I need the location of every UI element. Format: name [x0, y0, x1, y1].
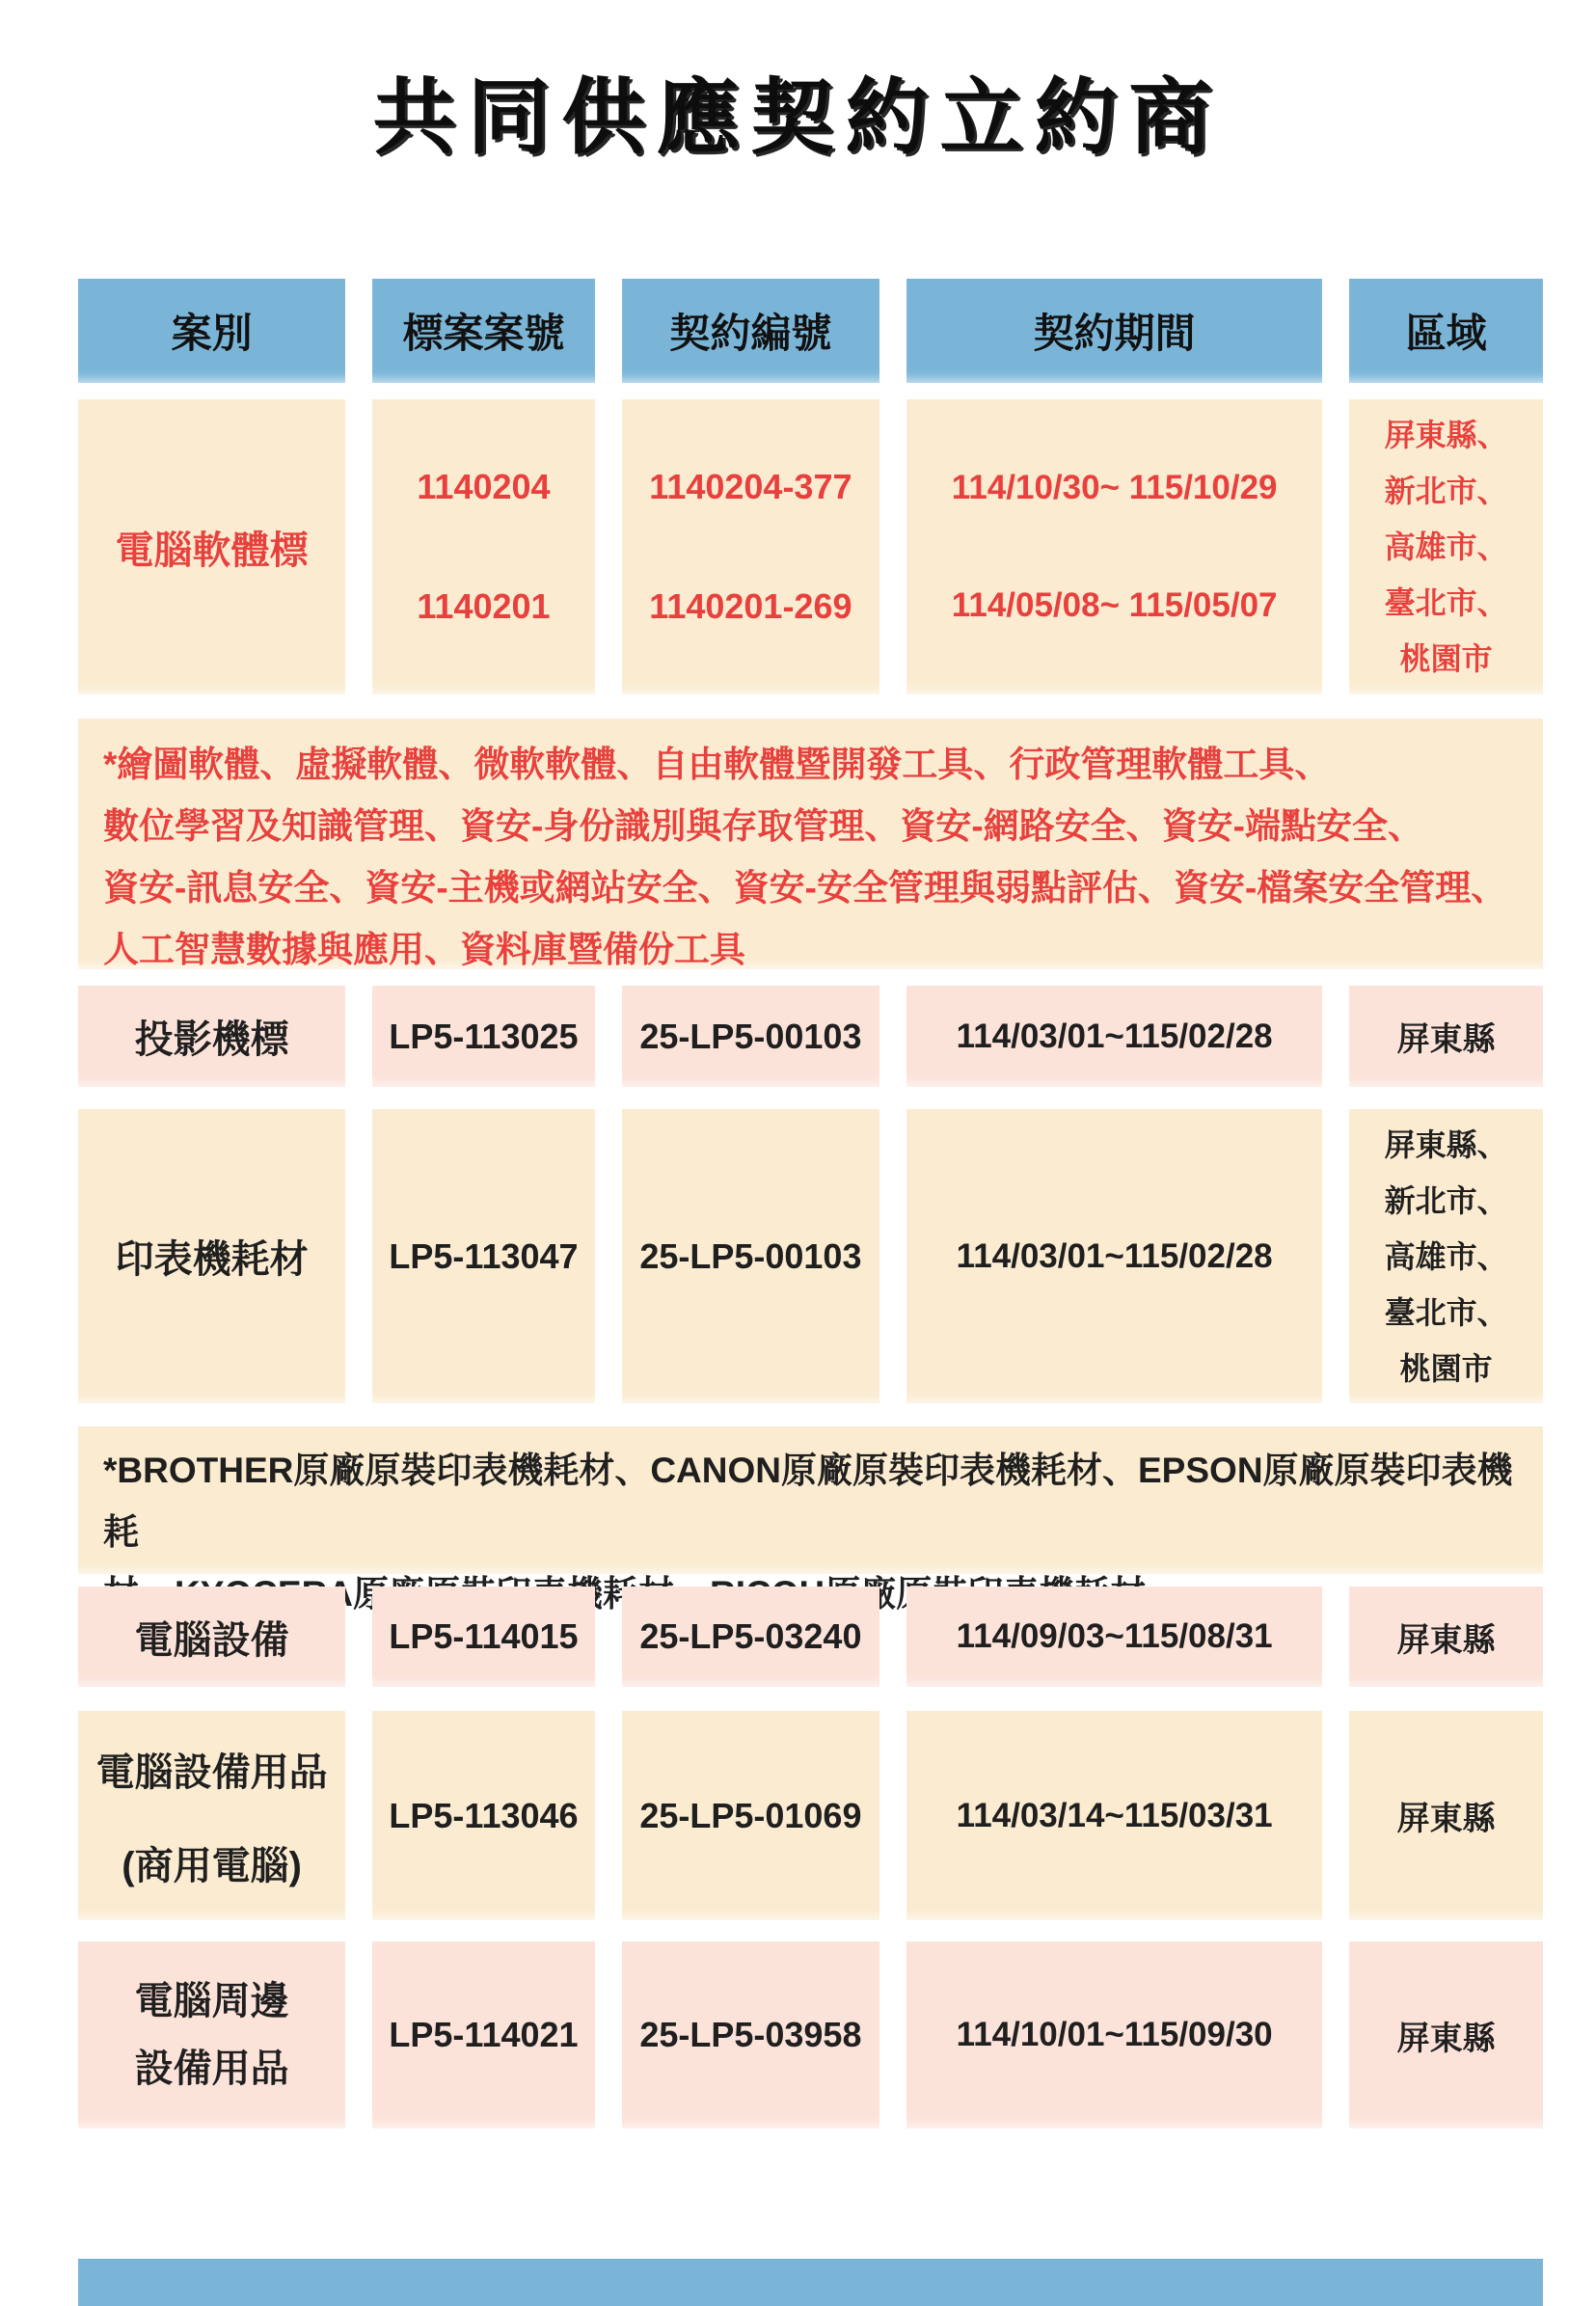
row-printer-consumables: [78, 1109, 1543, 1403]
note-printer-brands: [78, 1426, 1543, 1574]
cell-tender-number: LP5-113047: [372, 1109, 595, 1403]
region-line: 臺北市、: [1384, 585, 1508, 620]
contract-number-1: 1140204-377: [649, 467, 852, 506]
row-peripheral-supplies: [78, 1941, 1543, 2129]
region-line: 屏東縣、: [1384, 1126, 1508, 1162]
header-contract-period: 契約期間: [906, 279, 1322, 383]
region-line: 高雄市、: [1384, 1238, 1508, 1274]
cell-contract-period: 114/09/03~115/08/31: [906, 1587, 1322, 1687]
cell-region: 屏東縣: [1349, 1711, 1543, 1920]
cell-case-type: [78, 1941, 345, 2129]
note-line: 人工智慧數據與應用、資料庫暨備份工具: [103, 930, 745, 969]
row-computer-equipment: [78, 1587, 1543, 1687]
region-line: 桃園市: [1399, 641, 1493, 676]
contract-period-2: 114/05/08~ 115/05/07: [951, 586, 1278, 624]
row-projector: [78, 986, 1543, 1087]
cell-tender-number: LP5-114015: [372, 1587, 595, 1687]
cell-region: [1349, 399, 1543, 694]
header-tender-number: 標案案號: [372, 279, 595, 383]
note-line: 數位學習及知識管理、資安-身份識別與存取管理、資安-網路安全、資安-端點安全、: [103, 806, 1423, 846]
cell-contract-number: 25-LP5-00103: [622, 1109, 879, 1403]
contract-period-1: 114/10/30~ 115/10/29: [951, 469, 1278, 506]
note-line: *繪圖軟體、虛擬軟體、微軟軟體、自由軟體暨開發工具、行政管理軟體工具、: [103, 745, 1331, 784]
cell-tender-number: LP5-113046: [372, 1711, 595, 1920]
contract-table: [78, 279, 1543, 2306]
cell-case-type: 印表機耗材: [78, 1109, 345, 1403]
cell-contract-period: 114/03/01~115/02/28: [906, 1109, 1322, 1403]
row-computer-software: [78, 399, 1543, 694]
next-section-header-bar: [78, 2259, 1543, 2306]
region-line: 桃園市: [1399, 1350, 1493, 1386]
cell-region: [1349, 1109, 1543, 1403]
case-line: 設備用品: [134, 2048, 289, 2090]
cell-contract-number: 25-LP5-01069: [622, 1711, 879, 1920]
region-line: 新北市、: [1384, 1182, 1508, 1218]
header-region: 區域: [1349, 279, 1543, 383]
case-line: 電腦設備用品: [95, 1750, 328, 1794]
row-equipment-supplies: [78, 1711, 1543, 1920]
cell-contract-number: 25-LP5-03958: [622, 1941, 879, 2129]
note-software-categories: [78, 719, 1543, 969]
cell-contract-period: 114/03/01~115/02/28: [906, 986, 1322, 1087]
case-line: (商用電腦): [122, 1844, 302, 1887]
cell-tender-number: LP5-113025: [372, 986, 595, 1087]
region-line: 高雄市、: [1384, 529, 1508, 564]
cell-case-type: [78, 1711, 345, 1920]
contract-number-2: 1140201-269: [649, 586, 852, 626]
cell-region: 屏東縣: [1349, 1941, 1543, 2129]
cell-case-type: 電腦軟體標: [78, 399, 345, 694]
region-line: 屏東縣、: [1384, 418, 1508, 452]
cell-tender-number: [372, 399, 595, 694]
header-contract-number: 契約編號: [622, 279, 879, 383]
region-line: 新北市、: [1384, 474, 1508, 508]
cell-case-type: 電腦設備: [78, 1587, 345, 1687]
case-line: 電腦周邊: [134, 1980, 289, 2022]
cell-contract-number: 25-LP5-03240: [622, 1587, 879, 1687]
cell-case-type: 投影機標: [78, 986, 345, 1087]
tender-number-1: 1140204: [417, 467, 551, 506]
cell-contract-period: 114/10/01~115/09/30: [906, 1941, 1322, 2129]
note-line: 資安-訊息安全、資安-主機或網站安全、資安-安全管理與弱點評估、資安-檔案安全管理、: [103, 868, 1507, 908]
region-line: 臺北市、: [1384, 1294, 1508, 1330]
note-line: *BROTHER原廠原裝印表機耗材、CANON原廠原裝印表機耗材、EPSON原廠原裝印表機耗: [103, 1451, 1513, 1552]
page-title: 共同供應契約立約商: [372, 69, 1224, 166]
cell-contract-number: 25-LP5-00103: [622, 986, 879, 1087]
table-header-row: [78, 279, 1543, 383]
cell-contract-number: [622, 399, 879, 694]
cell-region: 屏東縣: [1349, 986, 1543, 1087]
cell-contract-period: 114/03/14~115/03/31: [906, 1711, 1322, 1920]
tender-number-2: 1140201: [417, 586, 551, 626]
cell-tender-number: LP5-114021: [372, 1941, 595, 2129]
cell-region: 屏東縣: [1349, 1587, 1543, 1687]
header-case-type: 案別: [78, 279, 345, 383]
cell-contract-period: [906, 399, 1322, 694]
